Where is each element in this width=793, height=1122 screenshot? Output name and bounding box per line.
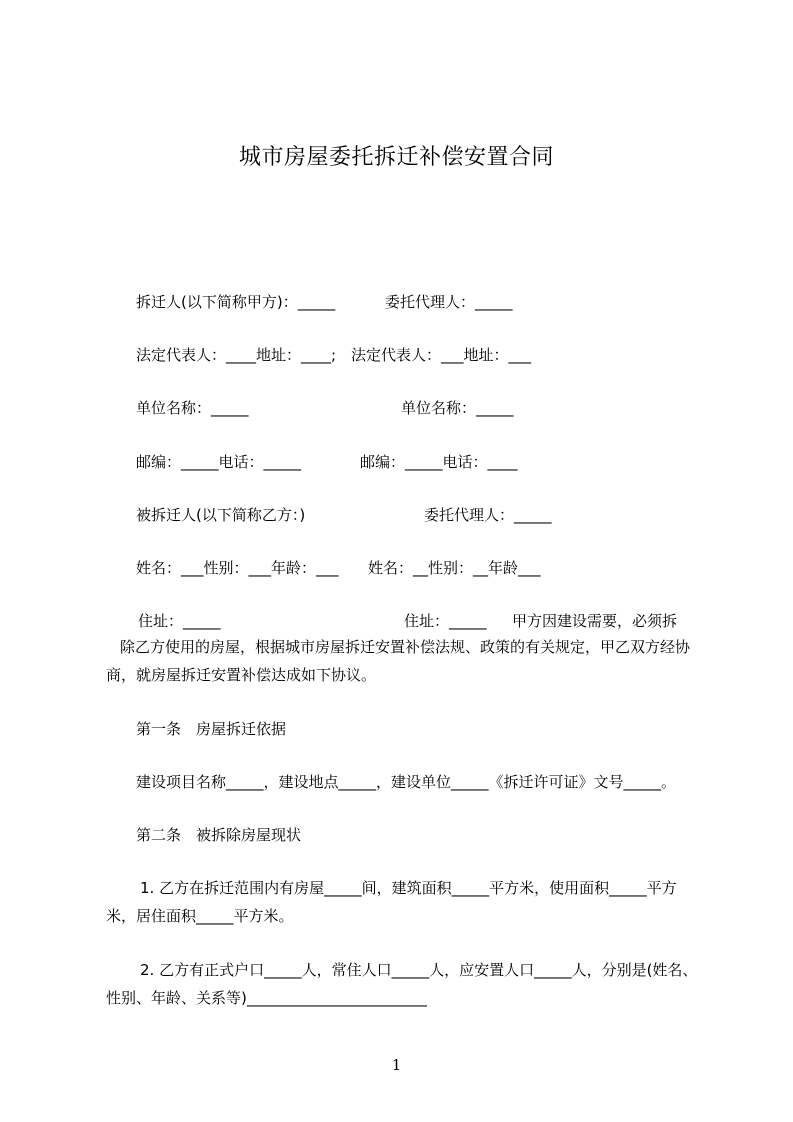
article1-heading: 第一条 房屋拆迁依据 (136, 720, 287, 738)
article2-item2: 2. 乙方有正式户口_____人，常住人口_____人，应安置人口_____人，分别是(姓名、性别、年龄、关系等)________________________ (106, 961, 698, 1007)
party-b-name-line: 被拆迁人(以下简称乙方：) (136, 506, 306, 524)
contract-title: 城市房屋委托拆迁补偿安置合同 (238, 145, 554, 170)
party-b-address-line: 住址：_____ (138, 612, 221, 630)
party-b-person-right-line: 姓名：__性别：__年龄___ (368, 559, 541, 577)
party-a-unit-line: 单位名称：_____ (136, 399, 249, 417)
page-number: 1 (391, 1056, 402, 1074)
article1-body: 建设项目名称_____，建设地点_____，建设单位_____《拆迁许可证》文号_____。 (136, 773, 677, 791)
party-a-zip-phone-line: 邮编：_____电话：_____ (136, 453, 302, 471)
party-a-zip-phone-right-line: 邮编：_____电话：____ (360, 453, 518, 471)
party-a-legal-rep-line: 法定代表人：____地址：____; 法定代表人：___地址：___ (136, 346, 532, 364)
party-b-person-line: 姓名：___性别：___年龄：___ (136, 559, 339, 577)
article2-item1: 1. 乙方在拆迁范围内有房屋_____间，建筑面积_____平方米，使用面积_____平方米，居住面积_____平方米。 (106, 879, 677, 925)
party-a-unit-right-line: 单位名称：_____ (401, 399, 514, 417)
party-a-agent-line: 委托代理人：_____ (385, 293, 513, 311)
article2-heading: 第二条 被拆除房屋现状 (136, 826, 302, 844)
preamble-first-line: 甲方因建设需要，必须拆 (512, 612, 678, 630)
party-b-address-right-line: 住址：_____ (404, 612, 487, 630)
preamble-paragraph: 除乙方使用的房屋，根据城市房屋拆迁安置补偿法规、政策的有关规定，甲乙双方经协商，就房屋拆迁安置补偿达成如下协议。 (106, 638, 691, 684)
party-a-name-line: 拆迁人(以下简称甲方)：_____ (136, 293, 336, 311)
party-b-agent-line: 委托代理人：_____ (424, 506, 552, 524)
